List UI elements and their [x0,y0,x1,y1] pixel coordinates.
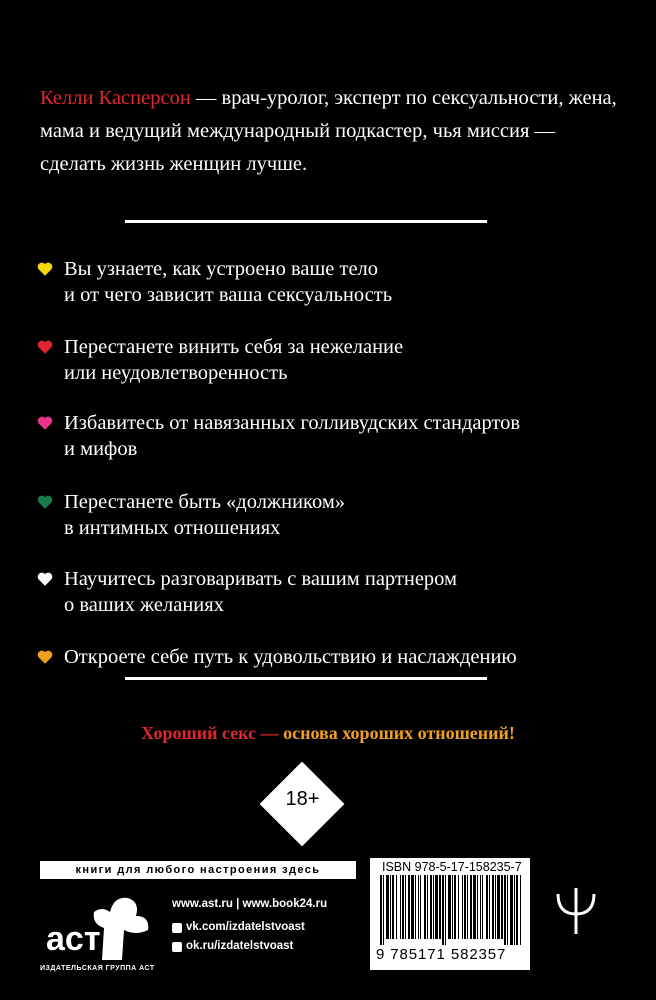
barcode-bar [390,875,391,939]
barcode-bar [489,875,490,939]
barcode-bar [470,875,472,939]
barcode-bar [497,875,500,939]
isbn-text: ISBN 978-5-17-158235-7 [382,860,522,874]
barcode-bar [405,875,406,939]
barcode-bar [514,875,515,945]
barcode-bar [454,875,456,939]
ok-text: ok.ru/izdatelstvoast [186,940,294,952]
site-text: www.ast.ru | www.book24.ru [172,898,328,910]
barcode-bar [411,875,414,939]
benefit-text [64,256,630,308]
barcode-bar [520,875,521,945]
age-rating: 18+ [285,788,320,810]
barcode-bar [380,875,382,945]
barcode-bar [482,875,483,939]
vk-link[interactable] [172,918,327,937]
heart-icon [36,648,54,666]
vk-icon [172,923,182,933]
barcode-bar [392,875,394,939]
barcode-bar [386,875,389,939]
benefit-item [40,410,630,462]
barcode-bar [462,875,463,939]
benefit-line2: или неудовлетворенность [64,362,288,384]
site-link[interactable] [172,895,327,914]
heart-icon [36,414,54,432]
vk-text: vk.com/izdatelstvoast [186,921,305,933]
benefit-line2: и мифов [64,438,138,460]
ok-link[interactable] [172,937,327,956]
barcode-bar [448,875,451,939]
slogan-part1: Хороший секс — [141,723,284,743]
benefit-text [64,489,630,541]
barcode-bar [495,875,496,939]
barcode-bar [473,875,476,939]
slogan [0,723,656,744]
ast-logo-icon [40,888,160,963]
benefit-line1: Перестанете быть «должником» [64,491,346,513]
barcode-bar [445,875,446,945]
barcode-bar [383,875,384,945]
barcode-bar [492,875,494,939]
barcode-bar [458,875,459,939]
logo-text: аст [46,920,101,958]
divider-top [125,220,487,223]
barcode-block [370,858,530,970]
author-name: Келли Касперсон [40,87,191,109]
barcode-bar [420,875,421,939]
benefit-item [40,334,630,386]
benefit-line2: и от чего зависит ваша сексуальность [64,284,393,306]
benefit-line1: Откроете себе путь к удовольствию и наслаждению [64,646,517,668]
benefit-text [64,644,630,670]
barcode-icon [380,875,524,945]
divider-bottom [125,677,487,680]
benefit-text [64,410,630,462]
barcode-bar [507,875,508,945]
heart-icon [36,570,54,588]
barcode-bar [501,875,503,939]
barcode-bar [402,875,404,939]
barcode-bar [427,875,428,939]
barcode-bar [510,875,513,945]
barcode-bar [433,875,434,939]
ok-icon [172,942,182,952]
barcode-bar [504,875,506,945]
benefit-line2: в интимных отношениях [64,517,281,539]
barcode-bar [477,875,478,939]
benefit-text [64,334,630,386]
benefit-line1: Избавитесь от навязанных голливудских стандартов [64,412,521,434]
barcode-bar [435,875,438,939]
heart-icon [36,493,54,511]
barcode-bar [396,875,397,939]
barcode-bar [424,875,426,939]
barcode-bar [415,875,416,939]
benefit-item [40,256,630,308]
benefit-item [40,489,630,541]
psi-icon [552,884,600,936]
benefit-item [40,644,630,670]
barcode-bar [516,875,518,945]
benefit-item [40,566,630,618]
barcode-bar [452,875,453,939]
barcode-bar [418,875,419,939]
benefit-line1: Научитесь разговаривать с вашим партнером [64,568,458,590]
barcode-bar [467,875,468,939]
barcode-bar [400,875,401,939]
publisher-links [172,895,327,956]
heart-icon [36,260,54,278]
ean-text: 9 785171 582357 [376,946,507,963]
barcode-bar [480,875,481,939]
benefit-text [64,566,630,618]
publisher-tagline: книги для любого настроения здесь [40,861,356,879]
benefit-line1: Вы узнаете, как устроено ваше тело [64,258,379,280]
barcode-bar [442,875,444,945]
barcode-bar [408,875,410,939]
publisher-group-label: ИЗДАТЕЛЬСКАЯ ГРУППА АСТ [40,965,155,972]
benefit-line2: о ваших желаниях [64,594,224,616]
slogan-part2: основа хороших отношений! [283,723,515,743]
barcode-bar [464,875,466,939]
barcode-bar [430,875,432,939]
benefit-line1: Перестанете винить себя за нежелание [64,336,404,358]
barcode-bar [439,875,441,939]
heart-icon [36,338,54,356]
barcode-bar [486,875,488,939]
author-bio-text: — врач-уролог, эксперт по сексуальности, жена, мама и ведущий международный подкастер, чья миссия — сделать жизнь женщин лучше. [40,87,617,175]
author-bio [40,82,620,181]
